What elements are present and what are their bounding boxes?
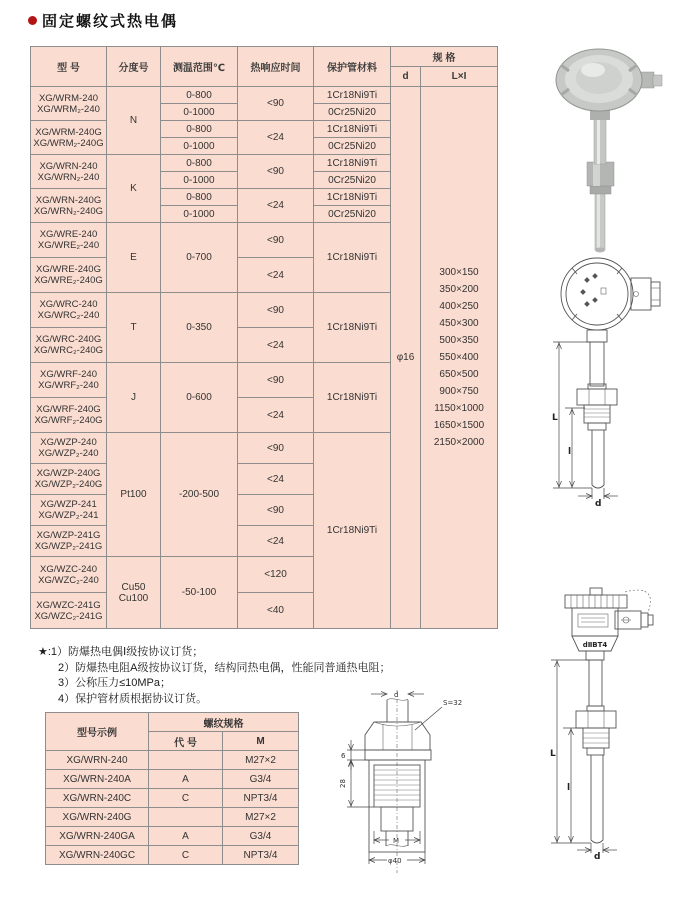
header-material: 保护管材料 [314,47,391,87]
model-cell [31,398,107,433]
model-name: XG/WRN-240G [35,194,102,206]
model-name: XG/WRF-240 [39,369,97,380]
model-name: XG/WZP₂-241G [34,541,103,552]
size-value: 550×400 [439,352,479,363]
m-cell: NPT3/4 [223,789,299,808]
model-name: XG/WZP₂-240 [38,448,99,459]
model-name: XG/WRN₂-240G [33,205,104,217]
header-thread-spec: 螺纹规格 [149,713,299,732]
page-title [28,10,178,31]
response-cell: <24 [238,258,314,293]
model-name: XG/WZP-240 [40,437,97,448]
model-name: XG/WZP₂-240G [34,479,103,490]
model-name: XG/WRE₂-240 [37,240,100,251]
response-cell: <90 [238,223,314,258]
model-example-cell: XG/WRN-240A [46,770,149,789]
code-cell: C [149,846,223,865]
model-name: XG/WRF₂-240G [34,415,103,426]
m-cell: M27×2 [223,751,299,770]
mounting-nut-detail-drawing [335,688,535,908]
model-name: XG/WRM₂-240 [37,103,100,115]
table-row [46,751,299,770]
m-cell: M27×2 [223,808,299,827]
model-cell [31,495,107,526]
red-bullet-icon [28,16,37,25]
range-cell: 0-1000 [161,206,238,223]
table-header-row [46,713,299,732]
code-cell: C [149,789,223,808]
response-cell: <90 [238,363,314,398]
thermocouple-spec-table [30,46,498,629]
material-cell: 1Cr18Ni9Ti [314,433,391,629]
range-cell: 0-1000 [161,138,238,155]
model-name: XG/WRM-240 [38,92,99,104]
size-value: 1150×1000 [434,403,484,414]
response-cell: <24 [238,328,314,363]
response-cell: <90 [238,155,314,189]
range-cell: 0-1000 [161,104,238,121]
response-cell: <90 [238,495,314,526]
range-cell: -200-500 [161,433,238,557]
header-graduation: 分度号 [107,47,161,87]
range-cell: 0-800 [161,121,238,138]
header-m: M [223,732,299,751]
model-name: XG/WRN-240 [39,160,98,172]
material-cell: 1Cr18Ni9Ti [314,293,391,363]
table-row [46,827,299,846]
model-example-cell: XG/WRN-240 [46,751,149,770]
model-cell [31,593,107,629]
model-cell [31,293,107,328]
model-cell [31,557,107,593]
range-cell: 0-800 [161,155,238,172]
dim-label-28: 28 [339,779,347,788]
size-value: 1650×1500 [433,420,485,431]
dim-label-l: l [567,783,571,793]
graduation-cell: T [107,293,161,363]
response-cell: <90 [238,87,314,121]
graduation-line: Cu100 [118,592,149,604]
material-cell: 1Cr18Ni9Ti [314,363,391,433]
model-cell [31,87,107,121]
model-cell [31,121,107,155]
material-cell: 0Cr25Ni20 [314,138,391,155]
dim-label-s32: S=32 [443,699,463,707]
response-cell: <24 [238,526,314,557]
model-cell [31,328,107,363]
material-cell: 1Cr18Ni9Ti [314,223,391,293]
range-cell: 0-800 [161,87,238,104]
model-name: XG/WRF₂-240 [38,380,99,391]
header-range: 测温范围℃ [161,47,238,87]
table-row [31,87,498,104]
material-cell: 1Cr18Ni9Ti [314,121,391,138]
material-cell: 0Cr25Ni20 [314,206,391,223]
table-row [46,770,299,789]
footnote-line: 3）公称压力≤10MPa； [58,677,172,689]
graduation-cell: J [107,363,161,433]
footnote-line: 4）保护管材质根据协议订货。 [58,692,208,705]
header-model: 型 号 [31,47,107,87]
footnote-line: ★:1）防爆热电偶Ⅰ级按协议订货； [38,646,204,658]
model-name: XG/WRC-240G [35,334,102,345]
model-name: XG/WRN₂-240 [37,171,100,183]
size-value: 350×200 [439,284,479,295]
material-cell: 1Cr18Ni9Ti [314,155,391,172]
model-name: XG/WRF-240G [36,404,101,415]
d-cell: φ16 [391,87,421,629]
size-value: 650×500 [439,369,479,380]
size-value: 500×350 [439,335,479,346]
graduation-cell [107,557,161,629]
response-cell: <40 [238,593,314,629]
dim-label-6: 6 [341,752,346,760]
model-name: XG/WRC-240 [39,299,98,310]
model-name: XG/WRC₂-240 [37,310,100,321]
outline-drawing-explosion-proof-head [545,558,680,865]
size-value: 400×250 [439,301,479,312]
response-cell: <120 [238,557,314,593]
model-cell [31,258,107,293]
material-cell: 1Cr18Ni9Ti [314,189,391,206]
table-row [46,789,299,808]
response-cell: <90 [238,433,314,464]
model-cell [31,464,107,495]
code-cell [149,751,223,770]
model-example-cell: XG/WRN-240C [46,789,149,808]
header-spec: 规 格 [391,47,498,67]
model-example-cell: XG/WRN-240G [46,808,149,827]
dim-label-l: l [568,447,572,457]
model-name: XG/WRE-240 [39,229,98,240]
model-name: XG/WRM-240G [35,126,102,138]
response-cell: <24 [238,121,314,155]
model-name: XG/WRE₂-240G [34,275,103,286]
model-cell [31,363,107,398]
code-cell [149,808,223,827]
material-cell: 0Cr25Ni20 [314,104,391,121]
outline-drawing-round-head [545,256,680,513]
dim-label-L: L [552,413,558,423]
range-cell: 0-600 [161,363,238,433]
model-name: XG/WZP₂-241 [38,510,99,521]
dim-label-phi40: φ40 [388,857,402,865]
dim-label-M: M [393,837,400,845]
range-cell: 0-800 [161,189,238,206]
model-example-cell: XG/WRN-240GC [46,846,149,865]
model-example-cell: XG/WRN-240GA [46,827,149,846]
response-cell: <24 [238,398,314,433]
table-row [46,808,299,827]
graduation-cell: Pt100 [107,433,161,557]
response-cell: <24 [238,464,314,495]
material-cell: 0Cr25Ni20 [314,172,391,189]
graduation-cell: E [107,223,161,293]
header-response: 热响应时间 [238,47,314,87]
model-cell [31,223,107,258]
model-name: XG/WZC₂-240 [38,574,99,586]
size-value: 300×150 [439,267,479,278]
dim-label-L: L [550,749,556,759]
model-name: XG/WZC₂-241G [34,610,103,622]
model-cell [31,189,107,223]
model-name: XG/WZC-241G [36,599,101,611]
model-cell [31,433,107,464]
m-cell: NPT3/4 [223,846,299,865]
size-value: 2150×2000 [433,437,485,448]
header-lxi: L×I [421,67,498,87]
m-cell: G3/4 [223,770,299,789]
page-title-text: 固定螺纹式热电偶 [42,13,179,30]
header-d: d [391,67,421,87]
m-cell: G3/4 [223,827,299,846]
size-value: 900×750 [439,386,479,397]
graduation-cell: K [107,155,161,223]
range-cell: -50-100 [161,557,238,629]
response-cell: <24 [238,189,314,223]
table-header-row [31,47,498,67]
model-name: XG/WZP-240G [36,468,101,479]
model-name: XG/WZP-241G [36,530,101,541]
lxi-cell [421,87,498,629]
dim-label-d: d [595,499,602,508]
code-cell: A [149,827,223,846]
explosion-proof-marking: dⅡBT4 [582,641,608,649]
model-name: XG/WRM₂-240G [33,137,104,149]
range-cell: 0-350 [161,293,238,363]
model-name: XG/WRC₂-240G [33,345,104,356]
response-cell: <90 [238,293,314,328]
model-name: XG/WZC-240 [39,563,97,575]
thermocouple-photo [543,42,668,263]
table-row [46,846,299,865]
code-cell: A [149,770,223,789]
footnote-line: 2）防爆热电阻A级按协议订货，结构同热电偶，性能同普通热电阻； [58,661,391,674]
range-cell: 0-700 [161,223,238,293]
dim-label-d: d [594,852,601,860]
header-model-example: 型号示例 [46,713,149,751]
model-name: XG/WRE-240G [36,264,101,275]
graduation-line: Cu50 [121,581,146,593]
header-code: 代 号 [149,732,223,751]
dim-label-d: d [394,691,399,699]
model-name: XG/WZP-241 [40,499,97,510]
model-cell [31,526,107,557]
size-value: 450×300 [439,318,479,329]
range-cell: 0-1000 [161,172,238,189]
model-cell [31,155,107,189]
graduation-cell: N [107,87,161,155]
thread-spec-table [45,712,299,865]
material-cell: 1Cr18Ni9Ti [314,87,391,104]
